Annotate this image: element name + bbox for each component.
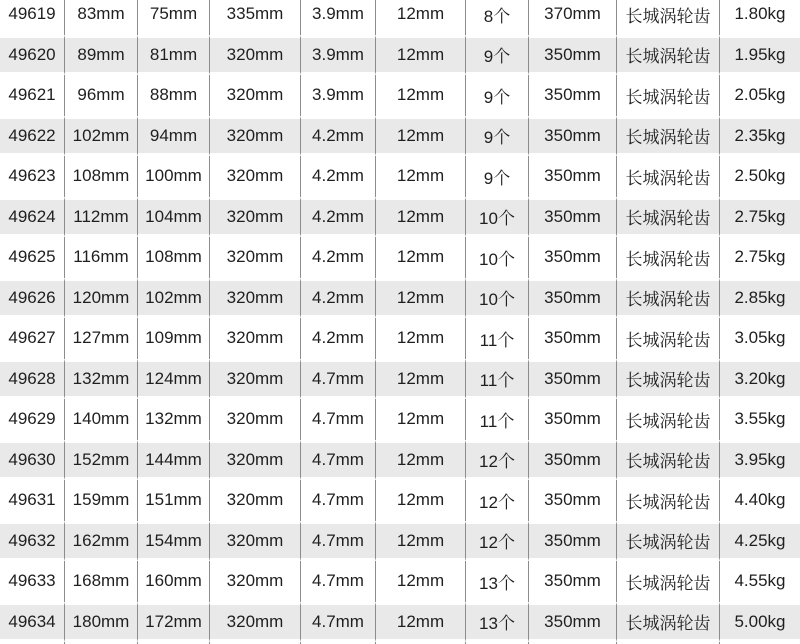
cell-dimension-b: 160mm bbox=[138, 561, 210, 602]
cell-thickness: 4.7mm bbox=[301, 602, 376, 643]
cell-length: 320mm bbox=[210, 35, 301, 76]
cell-tooth-count: 11个 bbox=[466, 399, 529, 440]
cell-length: 320mm bbox=[210, 359, 301, 400]
cell-item-code: 49634 bbox=[0, 602, 65, 643]
cell-dimension-b: 144mm bbox=[138, 440, 210, 481]
cell-gear-type: 长城涡轮齿 bbox=[617, 278, 720, 319]
cell-dimension-a: 162mm bbox=[65, 521, 138, 562]
cell-dimension-a: 102mm bbox=[65, 116, 138, 157]
cell-size: 12mm bbox=[376, 521, 466, 562]
cell-tooth-count: 10个 bbox=[466, 237, 529, 278]
cell-thickness: 4.7mm bbox=[301, 521, 376, 562]
cell-item-code: 49632 bbox=[0, 521, 65, 562]
cell-gear-type: 长城涡轮齿 bbox=[617, 35, 720, 76]
cell-gear-type: 长城涡轮齿 bbox=[617, 116, 720, 157]
cell-dimension-b: 154mm bbox=[138, 521, 210, 562]
cell-dimension-a: 132mm bbox=[65, 359, 138, 400]
cell-gear-type: 长城涡轮齿 bbox=[617, 440, 720, 481]
cell-dimension-b: 108mm bbox=[138, 237, 210, 278]
cell-item-code: 49629 bbox=[0, 399, 65, 440]
table-row bbox=[0, 440, 800, 481]
cell-weight: 2.75kg bbox=[720, 197, 800, 238]
cell-handle-length: 350mm bbox=[529, 75, 617, 116]
cell-size: 12mm bbox=[376, 440, 466, 481]
cell-dimension-a: 83mm bbox=[65, 0, 138, 35]
cell-thickness: 4.7mm bbox=[301, 440, 376, 481]
cell-item-code: 49633 bbox=[0, 561, 65, 602]
cell-handle-length: 350mm bbox=[529, 440, 617, 481]
cell-item-code: 49621 bbox=[0, 75, 65, 116]
cell-gear-type: 长城涡轮齿 bbox=[617, 156, 720, 197]
cell-tooth-count: 8个 bbox=[466, 0, 529, 35]
cell-thickness: 4.7mm bbox=[301, 399, 376, 440]
cell-length: 320mm bbox=[210, 399, 301, 440]
cell-weight: 2.85kg bbox=[720, 278, 800, 319]
cell-tooth-count: 9个 bbox=[466, 156, 529, 197]
cell-dimension-a: 127mm bbox=[65, 318, 138, 359]
cell-dimension-b: 104mm bbox=[138, 197, 210, 238]
cell-gear-type: 长城涡轮齿 bbox=[617, 399, 720, 440]
cell-length: 320mm bbox=[210, 440, 301, 481]
cell-gear-type: 长城涡轮齿 bbox=[617, 197, 720, 238]
cell-size: 12mm bbox=[376, 156, 466, 197]
cell-gear-type: 长城涡轮齿 bbox=[617, 318, 720, 359]
cell-dimension-a: 89mm bbox=[65, 35, 138, 76]
table-row bbox=[0, 116, 800, 157]
cell-length: 320mm bbox=[210, 480, 301, 521]
cell-size: 12mm bbox=[376, 197, 466, 238]
cell-tooth-count: 11个 bbox=[466, 359, 529, 400]
cell-tooth-count: 13个 bbox=[466, 602, 529, 643]
cell-item-code: 49631 bbox=[0, 480, 65, 521]
cell-size: 12mm bbox=[376, 399, 466, 440]
cell-handle-length: 350mm bbox=[529, 35, 617, 76]
cell-size: 12mm bbox=[376, 278, 466, 319]
cell-item-code: 49627 bbox=[0, 318, 65, 359]
table-row bbox=[0, 359, 800, 400]
cell-handle-length: 350mm bbox=[529, 359, 617, 400]
table-row bbox=[0, 521, 800, 562]
cell-tooth-count: 10个 bbox=[466, 278, 529, 319]
cell-dimension-b: 102mm bbox=[138, 278, 210, 319]
cell-thickness: 3.9mm bbox=[301, 35, 376, 76]
cell-handle-length: 350mm bbox=[529, 602, 617, 643]
cell-item-code: 49619 bbox=[0, 0, 65, 35]
cell-length: 320mm bbox=[210, 521, 301, 562]
cell-thickness: 4.7mm bbox=[301, 480, 376, 521]
cell-weight: 3.55kg bbox=[734, 409, 786, 429]
table-row bbox=[0, 602, 800, 643]
cell-size: 12mm bbox=[376, 480, 466, 521]
cell-size: 12mm bbox=[376, 237, 466, 278]
cell-dimension-a: 140mm bbox=[65, 399, 138, 440]
cell-tooth-count: 11个 bbox=[466, 318, 529, 359]
cell-item-code: 49620 bbox=[0, 35, 65, 76]
cell-gear-type: 长城涡轮齿 bbox=[617, 561, 720, 602]
cell-weight: 4.25kg bbox=[720, 521, 800, 562]
cell-weight: 5.00kg bbox=[720, 602, 800, 643]
cell-dimension-b: 75mm bbox=[138, 0, 210, 35]
cell-size: 12mm bbox=[376, 116, 466, 157]
cell-gear-type: 长城涡轮齿 bbox=[617, 602, 720, 643]
cell-length: 320mm bbox=[210, 116, 301, 157]
cell-item-code: 49626 bbox=[0, 278, 65, 319]
cell-thickness: 4.2mm bbox=[301, 278, 376, 319]
cell-item-code: 49624 bbox=[0, 197, 65, 238]
cell-size: 12mm bbox=[376, 561, 466, 602]
cell-handle-length: 350mm bbox=[529, 237, 617, 278]
cell-handle-length: 370mm bbox=[529, 0, 617, 35]
table-row bbox=[0, 561, 800, 602]
cell-handle-length: 350mm bbox=[529, 318, 617, 359]
cell-dimension-a: 120mm bbox=[65, 278, 138, 319]
table-row bbox=[0, 278, 800, 319]
cell-item-code: 49623 bbox=[0, 156, 65, 197]
cell-tooth-count: 9个 bbox=[466, 75, 529, 116]
cell-weight: 2.75kg bbox=[734, 247, 786, 267]
cell-length: 320mm bbox=[210, 561, 301, 602]
cell-weight: 2.50kg bbox=[734, 166, 786, 186]
cell-length: 320mm bbox=[210, 75, 301, 116]
cell-length: 320mm bbox=[210, 602, 301, 643]
cell-handle-length: 350mm bbox=[529, 156, 617, 197]
cell-weight: 3.95kg bbox=[720, 440, 800, 481]
cell-length: 320mm bbox=[210, 237, 301, 278]
table-row bbox=[0, 399, 800, 440]
cell-tooth-count: 9个 bbox=[466, 35, 529, 76]
cell-tooth-count: 10个 bbox=[466, 197, 529, 238]
cell-handle-length: 350mm bbox=[529, 116, 617, 157]
cell-dimension-b: 172mm bbox=[138, 602, 210, 643]
cell-thickness: 4.2mm bbox=[301, 116, 376, 157]
cell-size: 12mm bbox=[376, 0, 466, 35]
cell-tooth-count: 12个 bbox=[466, 480, 529, 521]
cell-gear-type: 长城涡轮齿 bbox=[617, 521, 720, 562]
cell-dimension-b: 81mm bbox=[138, 35, 210, 76]
cell-thickness: 4.7mm bbox=[301, 561, 376, 602]
cell-tooth-count: 13个 bbox=[466, 561, 529, 602]
cell-weight: 1.80kg bbox=[734, 4, 786, 24]
cell-gear-type: 长城涡轮齿 bbox=[617, 359, 720, 400]
cell-thickness: 4.2mm bbox=[301, 318, 376, 359]
cell-item-code: 49622 bbox=[0, 116, 65, 157]
cell-weight: 3.05kg bbox=[734, 328, 786, 348]
cell-thickness: 4.2mm bbox=[301, 156, 376, 197]
table-row bbox=[0, 156, 800, 197]
cell-item-code: 49625 bbox=[0, 237, 65, 278]
cell-weight: 1.95kg bbox=[720, 35, 800, 76]
table-row bbox=[0, 237, 800, 278]
table-row bbox=[0, 35, 800, 76]
cell-dimension-b: 88mm bbox=[138, 75, 210, 116]
cell-length: 335mm bbox=[210, 0, 301, 35]
table-row bbox=[0, 480, 800, 521]
cell-thickness: 3.9mm bbox=[301, 75, 376, 116]
cell-length: 320mm bbox=[210, 197, 301, 238]
cell-weight: 3.20kg bbox=[720, 359, 800, 400]
cell-dimension-b: 124mm bbox=[138, 359, 210, 400]
cell-weight: 2.35kg bbox=[720, 116, 800, 157]
cell-handle-length: 350mm bbox=[529, 480, 617, 521]
cell-length: 320mm bbox=[210, 278, 301, 319]
cell-thickness: 4.7mm bbox=[301, 359, 376, 400]
cell-dimension-b: 94mm bbox=[138, 116, 210, 157]
cell-gear-type: 长城涡轮齿 bbox=[617, 0, 720, 35]
cell-size: 12mm bbox=[376, 75, 466, 116]
cell-weight: 4.40kg bbox=[734, 490, 786, 510]
cell-dimension-b: 132mm bbox=[138, 399, 210, 440]
table-row bbox=[0, 75, 800, 116]
cell-dimension-b: 109mm bbox=[138, 318, 210, 359]
cell-gear-type: 长城涡轮齿 bbox=[617, 480, 720, 521]
cell-handle-length: 350mm bbox=[529, 278, 617, 319]
cell-size: 12mm bbox=[376, 35, 466, 76]
table-row bbox=[0, 197, 800, 238]
cell-dimension-a: 180mm bbox=[65, 602, 138, 643]
cell-dimension-a: 116mm bbox=[65, 237, 138, 278]
cell-dimension-a: 168mm bbox=[65, 561, 138, 602]
cell-size: 12mm bbox=[376, 318, 466, 359]
cell-tooth-count: 9个 bbox=[466, 116, 529, 157]
cell-dimension-a: 112mm bbox=[65, 197, 138, 238]
table-row bbox=[0, 0, 800, 35]
cell-handle-length: 350mm bbox=[529, 399, 617, 440]
cell-thickness: 4.2mm bbox=[301, 237, 376, 278]
cell-dimension-b: 151mm bbox=[138, 480, 210, 521]
cell-dimension-a: 108mm bbox=[65, 156, 138, 197]
cell-thickness: 3.9mm bbox=[301, 0, 376, 35]
cell-dimension-a: 159mm bbox=[65, 480, 138, 521]
cell-dimension-a: 152mm bbox=[65, 440, 138, 481]
cell-size: 12mm bbox=[376, 602, 466, 643]
cell-length: 320mm bbox=[210, 156, 301, 197]
cell-weight: 4.55kg bbox=[734, 571, 786, 591]
cell-handle-length: 350mm bbox=[529, 197, 617, 238]
cell-handle-length: 350mm bbox=[529, 561, 617, 602]
cell-dimension-b: 100mm bbox=[138, 156, 210, 197]
cell-gear-type: 长城涡轮齿 bbox=[617, 75, 720, 116]
cell-dimension-a: 96mm bbox=[65, 75, 138, 116]
cell-size: 12mm bbox=[376, 359, 466, 400]
cell-thickness: 4.2mm bbox=[301, 197, 376, 238]
table-row bbox=[0, 318, 800, 359]
cell-item-code: 49628 bbox=[0, 359, 65, 400]
cell-handle-length: 350mm bbox=[529, 521, 617, 562]
cell-weight: 2.05kg bbox=[734, 85, 786, 105]
cell-item-code: 49630 bbox=[0, 440, 65, 481]
cell-length: 320mm bbox=[210, 318, 301, 359]
cell-tooth-count: 12个 bbox=[466, 440, 529, 481]
cell-tooth-count: 12个 bbox=[466, 521, 529, 562]
cell-gear-type: 长城涡轮齿 bbox=[617, 237, 720, 278]
